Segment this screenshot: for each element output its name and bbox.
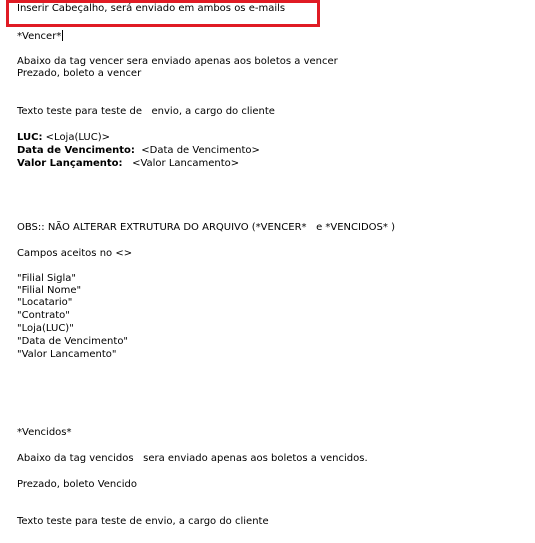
- field-amount-label: Valor Lançamento:: [17, 158, 123, 169]
- test-text-2[interactable]: Texto teste para teste de envio, a cargo do cliente: [17, 516, 269, 527]
- field-amount-line[interactable]: [17, 158, 239, 170]
- accepted-field-item[interactable]: "Contrato": [17, 310, 70, 321]
- accepted-field-item[interactable]: "Locatario": [17, 297, 73, 308]
- accepted-field-item[interactable]: "Valor Lancamento": [17, 349, 117, 360]
- vencer-tag-line[interactable]: [17, 30, 63, 43]
- accepted-field-item[interactable]: "Loja(LUC)": [17, 323, 74, 334]
- accepted-fields-title[interactable]: Campos aceitos no <>: [17, 248, 133, 259]
- field-luc-label: LUC:: [17, 132, 43, 143]
- accepted-field-item[interactable]: "Filial Sigla": [17, 273, 77, 284]
- vencer-description[interactable]: Abaixo da tag vencer sera enviado apenas aos boletos a vencer: [17, 56, 338, 67]
- vencidos-greeting[interactable]: Prezado, boleto Vencido: [17, 479, 138, 490]
- test-text-1[interactable]: Texto teste para teste de envio, a cargo do cliente: [17, 106, 275, 117]
- obs-line[interactable]: OBS:: NÃO ALTERAR EXTRUTURA DO ARQUIVO (*VENCER* e *VENCIDOS* ): [17, 222, 395, 233]
- field-due-line[interactable]: [17, 145, 260, 157]
- field-due-label: Data de Vencimento:: [17, 145, 135, 156]
- vencidos-tag-line[interactable]: *Vencidos*: [17, 427, 72, 438]
- accepted-field-item[interactable]: "Data de Vencimento": [17, 336, 129, 347]
- field-luc-line[interactable]: [17, 132, 110, 144]
- vencer-tag: *Vencer*: [17, 31, 62, 42]
- field-luc-value: <Loja(LUC)>: [42, 132, 111, 143]
- vencidos-description[interactable]: Abaixo da tag vencidos sera enviado apenas aos boletos a vencidos.: [17, 453, 368, 464]
- header-line[interactable]: Inserir Cabeçalho, será enviado em ambos os e-mails: [17, 3, 286, 14]
- field-due-value: <Data de Vencimento>: [134, 145, 260, 156]
- vencer-greeting[interactable]: Prezado, boleto a vencer: [17, 68, 142, 79]
- accepted-field-item[interactable]: "Filial Nome": [17, 285, 82, 296]
- field-amount-value: <Valor Lancamento>: [122, 158, 240, 169]
- text-caret: [62, 30, 63, 41]
